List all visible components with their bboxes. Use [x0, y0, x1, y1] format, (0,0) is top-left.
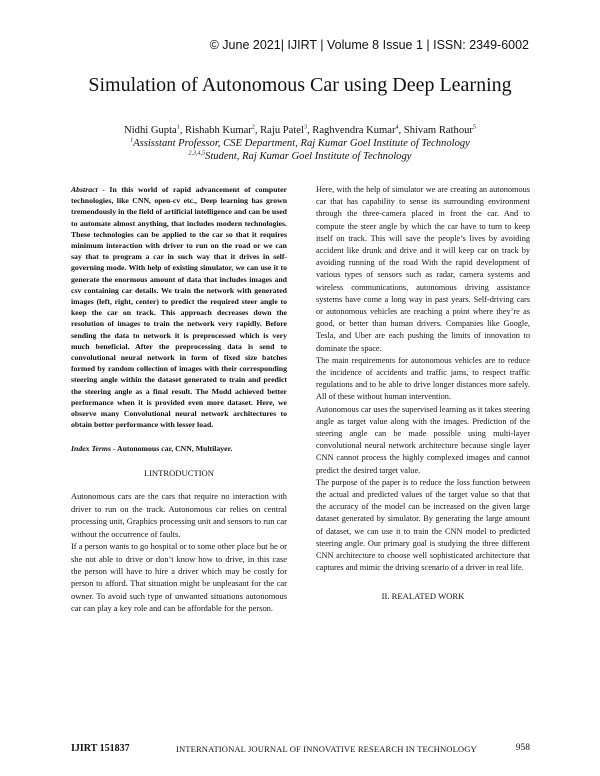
index-terms-label: Index Terms — [71, 444, 111, 454]
affiliation-2: $^{2,3,4,5}$Student, Raj Kumar Goel Institute of Technology — [188, 150, 412, 162]
page-number: 958 — [515, 743, 530, 753]
author-name: Raju Patel — [260, 125, 304, 136]
journal-header: © June 2021| IJIRT | Volume 8 Issue 1 | ISSN: 2349-6002 — [209, 38, 529, 52]
paragraph: Autonomous cars are the cars that require no interaction with driver to run on the track. Autonomous car relies on central processing unit, Graphics processing unit and sensors to run car without the occurrence of faults. — [71, 491, 287, 539]
paragraph: Here, with the help of simulator we are creating an autonomous car that has capability to sense its surrounding environment through the three-camera placed in front the car. And to compute the steer angle by which the car have to turn to keep itself on track. This will save the people’s lives by avoiding accident like drunk and drive and it will keep car on track by avoiding running of the road With the rapid development of various types of sensors such as radar, camera systems and wireless communications, autonomous driving assistance systems have come a long way in past years. Self-driving cars or autonomous vehicles are reaching a point where they’re as good, or better than human drivers. Companies like Google, Tesla, and Uber are each pushing the limits of innovation to dominate the space. — [316, 185, 530, 353]
author-name: Nidhi Gupta — [124, 125, 177, 136]
abstract-label: Abstract — [71, 185, 98, 194]
author-names: Nidhi Gupta$^1$, Rishabh Kumar$^2$, Raju Patel$^3$, Raghvendra Kumar$^4$, Shivam Rathour$^5$ — [124, 124, 476, 136]
paragraph: If a person wants to go hospital or to some other place but he or she not able to drive or don’t know how to drive, in this case the person will have to hire a driver which may be costly for person to afford. That situation might be unpleasant for the car owner. To avoid such type of unwanted situations autonomous car can play a key role and can be affordable for the person. — [71, 541, 287, 614]
abstract — [71, 184, 287, 430]
right-column — [316, 184, 530, 613]
author-block — [0, 124, 600, 163]
paragraph: The main requirements for autonomous vehicles are to reduce the incidence of accidents and traffic jams, to respect traffic regulations and to be able to drive longer distances more safely. All of these without human intervention. — [316, 355, 530, 402]
index-terms — [71, 443, 287, 454]
paragraph: The purpose of the paper is to reduce the loss function between the actual and predicted values of the target value so that that the accuracy of the model can be increased on the given large dataset generated by simulator. By generating the large amount of dataset, we can use it to train the CNN model to predicted steering angle. Our primary goal is studying the three different CNN architecture to choose well sophisticated architecture that captures and mimic the driving scenario of a driver in real life. — [316, 477, 530, 573]
author-name: Raghvendra Kumar — [312, 125, 396, 136]
paper-title: Simulation of Autonomous Car using Deep Learning — [88, 74, 512, 96]
left-column — [71, 184, 287, 615]
section-heading-related-work: II. REALATED WORK — [381, 590, 465, 601]
author-name: Shivam Rathour — [403, 125, 473, 136]
abstract-text: - In this world of rapid advancement of computer technologies, like CNN, open-cv etc., Deep learning has grown tremendously in the field of artificial intelligence and can be used to automate almost anything, that includes modern technologies. These technologies can be applied to the car so that it requires minimum interaction with driver to run on the road or we can say that to program a car in such way that it drives in self-governing mode. With help of existing simulator, we can use it to generate the enormous amount of data that includes images and csv containing car details. We train the network with generated images (left, right, center) to predict the required steer angle to keep the car on track. This approach decreases down the resolution of images to train the network very rapidly. Before sending the data to network it is preprocessed which is very much beneficial. After the preprocessing data is send to convolutional neural network in form of fixed size batches formed by random collection of images with their corresponding steering angle within the dataset generated to train and predict the steering angle as a final result. The Modd achieved better performance when it is provided even more dataset. Here, we observe many Convolutional neural network architectures to obtain better performance with lesser load. — [71, 185, 287, 430]
page-footer — [71, 743, 530, 757]
index-terms-text: - Autonomous car, CNN, Multilayer. — [110, 444, 233, 454]
affiliation-1: $^1$Assisstant Professor, CSE Department, Raj Kumar Goel Institute of Technology — [130, 137, 470, 149]
paragraph: Autonomous car uses the supervised learning as it takes steering angle as target value along with the images. Prediction of the steering angle can be made possible using multi-layer convolutional neural network architecture because single layer CNN cannot process the highly complexed images and cannot predict the desired target value. — [316, 404, 530, 475]
footer-paper-id: IJIRT 151837 — [71, 743, 130, 754]
footer-journal-name: INTERNATIONAL JOURNAL OF INNOVATIVE RESEARCH IN TECHNOLOGY — [176, 744, 477, 754]
author-name: Rishabh Kumar — [185, 125, 252, 136]
section-heading-introduction: I.INTRODUCTION — [144, 468, 214, 479]
